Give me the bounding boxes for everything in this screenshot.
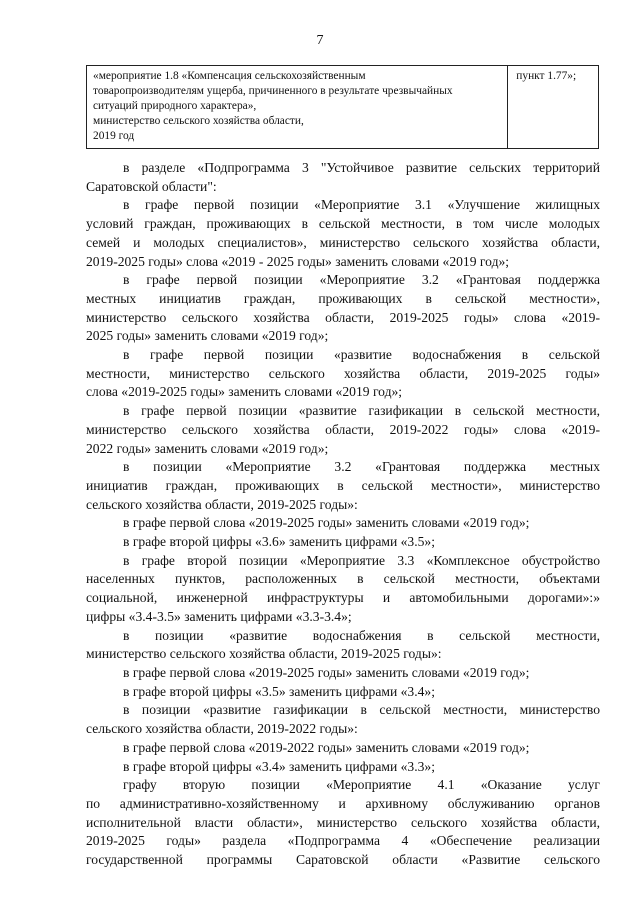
text-line: министерство сельского хозяйства области, 2019-2025 годы»: [86,646,442,662]
text-line: инициатив граждан, проживающих в сельской местности», министерство [86,477,600,493]
text-line: цифры «3.4-3.5» заменить цифрами «3.3-3.4»; [86,608,352,624]
text-line: графу вторую позиции «Мероприятие 4.1 «Оказание услуг [123,777,600,793]
text-line: министерство сельского хозяйства области, 2019-2022 годы» слова «2019- [86,421,600,437]
text-line: министерство сельского хозяйства области, 2019-2025 годы» слова «2019- [86,309,600,325]
text-line: в графе второй позиции «Мероприятие 3.3 «Комплексное обустройство [123,552,600,568]
text-line: по административно-хозяйственному и архивному обслуживанию органов [86,795,600,811]
text-line: условий граждан, проживающих в сельской местности, в том числе молодых [86,216,600,232]
text-line: 2025 годы» заменить словами «2019 год»; [86,328,329,344]
text-line: в графе первой позиции «развитие газификации в сельской местности, [123,403,600,419]
text-line: в графе первой позиции «Мероприятие 3.2 «Грантовая поддержка [123,272,600,288]
text-line: Саратовской области": [86,178,217,194]
table-cell-measure [87,66,508,149]
text-line: в графе второй цифры «3.6» заменить цифрами «3.5»; [123,534,435,550]
document-body [86,159,600,870]
text-line: 2019-2025 годы» раздела «Подпрограмма 4 «Обеспечение реализации [86,833,600,849]
table-cell-line: министерство сельского хозяйства области, [93,115,304,127]
text-line: исполнительной власти области», министерство сельского хозяйства области, [86,814,600,830]
text-line: в графе первой слова «2019-2025 годы» заменить словами «2019 год»; [123,664,530,680]
table-cell-reference: пункт 1.77»; [508,66,599,149]
text-line: в графе первой слова «2019-2022 годы» заменить словами «2019 год»; [123,739,530,755]
text-line: в графе второй цифры «3.4» заменить цифрами «3.3»; [123,758,435,774]
text-line: государственной программы Саратовской области «Развитие сельского [86,852,600,868]
text-line: местности, министерство сельского хозяйства области, 2019-2025 годы» [86,365,600,381]
text-line: местных инициатив граждан, проживающих в сельской местности», [86,290,600,306]
text-line: в позиции «развитие водоснабжения в сельской местности, [123,627,600,643]
text-line: 2019-2025 годы» слова «2019 - 2025 годы» заменить словами «2019 год»; [86,253,510,269]
text-line: в разделе «Подпрограмма 3 "Устойчивое развитие сельских территорий [123,160,600,175]
text-line: социальной, инженерной инфраструктуры и автомобильными дорогами»:» [86,590,600,606]
text-line: сельского хозяйства области, 2019-2022 годы»: [86,721,358,737]
table-cell-line: 2019 год [93,130,135,142]
text-line: 2022 годы» заменить словами «2019 год»; [86,440,329,456]
text-line: в графе первой позиции «Мероприятие 3.1 «Улучшение жилищных [123,197,600,213]
table-row [87,66,599,149]
table-cell-line: товаропроизводителям ущерба, причиненного в результате чрезвычайных [93,85,453,97]
reference-table [86,65,599,149]
table-cell-line: ситуаций природного характера», [93,100,257,112]
text-line: в графе второй цифры «3.5» заменить цифрами «3.4»; [123,683,435,699]
text-line: слова «2019-2025 годы» заменить словами «2019 год»; [86,384,403,400]
text-line: в позиции «развитие газификации в сельской местности, министерство [123,702,600,718]
text-line: в графе первой слова «2019-2025 годы» заменить словами «2019 год»; [123,515,530,531]
text-line: сельского хозяйства области, 2019-2025 годы»: [86,496,358,512]
text-line: в графе первой позиции «развитие водоснабжения в сельской [123,347,600,363]
text-line: в позиции «Мероприятие 3.2 «Грантовая поддержка местных [123,459,600,475]
page-number: 7 [316,33,324,48]
table-cell-line: «мероприятие 1.8 «Компенсация сельскохозяйственным [93,70,366,82]
text-line: семей и молодых специалистов», министерство сельского хозяйства области, [86,234,600,250]
text-line: населенных пунктов, расположенных в сельской местности, объектами [86,571,600,587]
